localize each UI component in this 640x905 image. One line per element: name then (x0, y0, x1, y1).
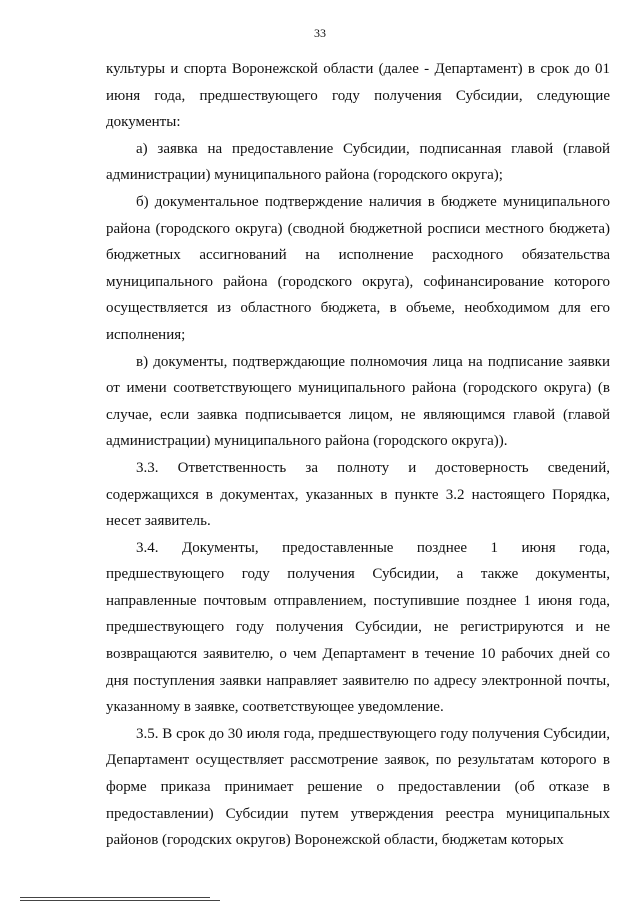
paragraph-item-a: а) заявка на предоставление Субсидии, подписанная главой (главой администрации) муниципального района (городского округа); (106, 140, 610, 184)
page-number: 33 (314, 26, 326, 40)
paragraph-3-3: 3.3. Ответственность за полноту и достоверность сведений, содержащихся в документах, указанных в пункте 3.2 настоящего Порядка, несет заявитель. (106, 459, 610, 530)
paragraph-3-4: 3.4. Документы, предоставленные позднее 1 июня года, предшествующего году получения Субсидии, а также документы, направленные почтовым отправлением, поступившие позднее 1 июня года, предшествующего году получения Субсидии, не регистрируются и не возвращаются заявителю, о чем Департамент в течение 10 рабочих дней со дня поступления заявки направляет заявителю по адресу электронной почты, указанному в заявке, соответствующее уведомление. (106, 539, 610, 716)
paragraph-intro: культуры и спорта Воронежской области (далее - Департамент) в срок до 01 июня года, предшествующего году получения Субсидии, следующие документы: (106, 61, 610, 131)
footer-rule-second (20, 900, 220, 901)
paragraph-item-v: в) документы, подтверждающие полномочия лица на подписание заявки от имени соответствующего муниципального района (городского округа) (в случае, если заявка подписывается лицом, не являющимся главой (главой администрации) муниципального района (городского округа)). (106, 353, 610, 450)
footer-rule (20, 897, 210, 898)
paragraph-item-b: б) документальное подтверждение наличия в бюджете муниципального района (городского округа) (сводной бюджетной росписи местного бюджета) бюджетных ассигнований на исполнение расходного обязательства муниципального района (городского округа), софинансирование которого осуществляется из областного бюджета, в объеме, необходимом для его исполнения; (106, 193, 610, 343)
paragraph-3-5: 3.5. В срок до 30 июля года, предшествующего году получения Субсидии, Департамент осуществляет рассмотрение заявок, по результатам которого в форме приказа принимает решение о предоставлении (об отказе в предоставлении) Субсидии путем утверждения реестра муниципальных районов (городских округов) Воронежской области, бюджетам которых (106, 725, 610, 849)
document-body (106, 56, 610, 854)
